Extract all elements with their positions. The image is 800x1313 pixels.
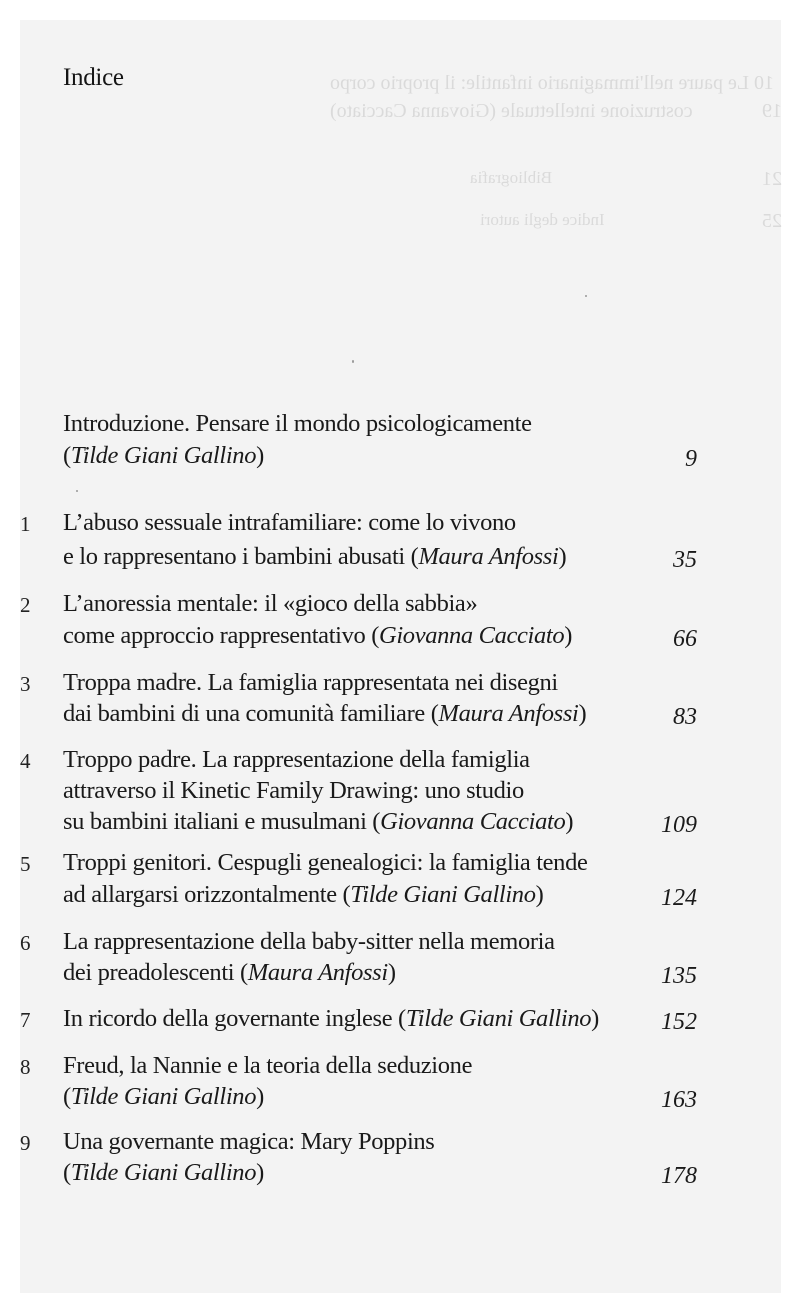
author-name: Tilde Giani Gallino xyxy=(350,881,536,908)
page-number: 124 xyxy=(661,885,697,911)
entry-title-line xyxy=(63,543,566,571)
page-number: 109 xyxy=(661,812,697,838)
show-through-text: costruzione intellettuale (Giovanna Cacciato) xyxy=(330,100,693,122)
title-text: dai bambini di una comunità familiare ( xyxy=(63,700,439,727)
entry-title-line xyxy=(63,959,396,987)
entry-title-line xyxy=(63,590,477,618)
page-number: 9 xyxy=(685,446,697,472)
title-text: Freud, la Nannie e la teoria della seduzione xyxy=(63,1052,473,1079)
entry-title-line xyxy=(63,442,264,470)
page-number: 66 xyxy=(673,626,697,652)
title-text: Troppa madre. La famiglia rappresentata nei disegni xyxy=(63,669,558,696)
page-number: 178 xyxy=(661,1163,697,1189)
title-text: come approccio rappresentativo ( xyxy=(63,622,379,649)
title-text: Una governante magica: Mary Poppins xyxy=(63,1128,435,1155)
entry-title-line xyxy=(63,1052,472,1080)
closing-paren: ) xyxy=(256,442,264,469)
title-text: In ricordo della governante inglese ( xyxy=(63,1005,406,1032)
author-name: Maura Anfossi xyxy=(418,543,559,570)
entry-title-line xyxy=(63,1159,264,1187)
author-name: Tilde Giani Gallino xyxy=(70,442,257,469)
entry-title-line xyxy=(63,808,573,836)
chapter-number: 6 xyxy=(20,931,31,955)
chapter-number: 8 xyxy=(20,1055,31,1079)
closing-paren: ) xyxy=(591,1005,599,1032)
title-text: ( xyxy=(63,442,71,469)
entry-title-line xyxy=(63,1005,599,1033)
title-text: Troppi genitori. Cespugli genealogici: la famiglia tende xyxy=(63,849,588,876)
title-text: e lo rappresentano i bambini abusati ( xyxy=(63,543,419,570)
title-text: ad allargarsi orizzontalmente ( xyxy=(63,881,351,908)
chapter-number: 9 xyxy=(20,1131,31,1155)
closing-paren: ) xyxy=(535,881,544,908)
chapter-number: 4 xyxy=(20,749,31,773)
show-through-page-number: 25 xyxy=(762,210,782,232)
entry-title-line xyxy=(63,410,532,438)
author-name: Tilde Giani Gallino xyxy=(405,1005,592,1032)
entry-title-line xyxy=(63,700,586,728)
title-text: ( xyxy=(63,1083,71,1110)
entry-title-line xyxy=(63,669,558,697)
entry-title-line xyxy=(63,622,572,650)
chapter-number: 5 xyxy=(20,852,31,876)
title-text: La rappresentazione della baby-sitter nella memoria xyxy=(63,928,555,955)
entry-title-line xyxy=(63,849,588,877)
author-name: Tilde Giani Gallino xyxy=(70,1159,257,1186)
title-text: L’abuso sessuale intrafamiliare: come lo vivono xyxy=(63,509,516,536)
show-through-text: Indice degli autori xyxy=(480,210,605,229)
title-text: su bambini italiani e musulmani ( xyxy=(63,808,381,835)
title-text: attraverso il Kinetic Family Drawing: uno studio xyxy=(63,777,524,804)
chapter-number: 2 xyxy=(20,593,31,617)
entry-title-line xyxy=(63,777,524,805)
scan-speck xyxy=(76,490,78,492)
show-through-page-number: 19 xyxy=(762,100,782,122)
entry-title-line xyxy=(63,1083,264,1111)
title-text: L’anoressia mentale: il «gioco della sabbia» xyxy=(63,590,478,617)
page-number: 163 xyxy=(661,1087,697,1113)
show-through-text: 10 Le paure nell'immaginario infantile: il proprio corpo xyxy=(330,72,775,94)
show-through-page-number: 21 xyxy=(762,168,782,190)
closing-paren: ) xyxy=(565,808,574,835)
chapter-number: 3 xyxy=(20,672,31,696)
closing-paren: ) xyxy=(256,1159,264,1186)
entry-title-line xyxy=(63,881,543,909)
page-number: 152 xyxy=(661,1009,697,1035)
page-title: Indice xyxy=(63,64,124,91)
author-name: Maura Anfossi xyxy=(247,959,388,986)
author-name: Giovanna Cacciato xyxy=(380,808,566,835)
chapter-number: 1 xyxy=(20,512,31,536)
title-text: Introduzione. Pensare il mondo psicologicamente xyxy=(63,410,532,437)
entry-title-line xyxy=(63,746,530,774)
closing-paren: ) xyxy=(256,1083,264,1110)
author-name: Giovanna Cacciato xyxy=(379,622,565,649)
page-number: 135 xyxy=(661,963,697,989)
entry-title-line xyxy=(63,509,516,537)
scan-speck xyxy=(585,295,587,297)
page-number: 83 xyxy=(673,704,697,730)
title-text: ( xyxy=(63,1159,71,1186)
closing-paren: ) xyxy=(578,700,587,727)
closing-paren: ) xyxy=(558,543,567,570)
scan-speck xyxy=(352,360,354,363)
show-through-text: Bibliografia xyxy=(470,168,553,187)
closing-paren: ) xyxy=(387,959,396,986)
title-text: Troppo padre. La rappresentazione della famiglia xyxy=(63,746,530,773)
author-name: Maura Anfossi xyxy=(438,700,579,727)
page-number: 35 xyxy=(673,547,697,573)
closing-paren: ) xyxy=(564,622,573,649)
entry-title-line xyxy=(63,1128,434,1156)
chapter-number: 7 xyxy=(20,1008,31,1032)
title-text: dei preadolescenti ( xyxy=(63,959,248,986)
entry-title-line xyxy=(63,928,555,956)
author-name: Tilde Giani Gallino xyxy=(70,1083,257,1110)
